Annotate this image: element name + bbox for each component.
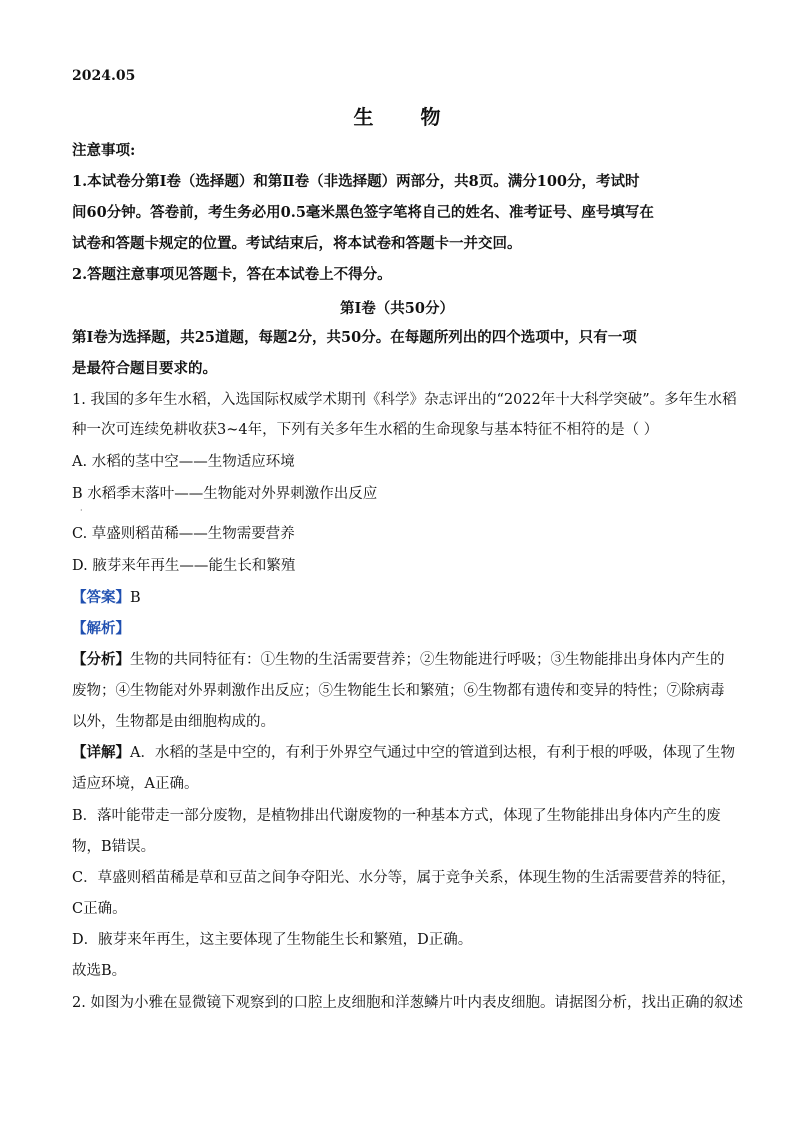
notice-item-1-line-3: 试卷和答题卡规定的位置。考试结束后，将本试卷和答题卡一并交回。: [72, 235, 522, 252]
notice-heading: 注意事项:: [72, 142, 136, 159]
xiangjie-line-2: 适应环境，A正确。: [72, 776, 199, 792]
page-title: 生 物: [353, 105, 461, 129]
question-1-option-a: A. 水稻的茎中空——生物适应环境: [72, 454, 295, 470]
question-1-stem-line-1: 1. 我国的多年生水稻，入选国际权威学术期刊《科学》杂志评出的“2022年十大科学突破”。多年生水稻: [72, 392, 737, 408]
answer-tag: 【答案】: [72, 589, 130, 606]
question-1-stem-line-2: 种一次可连续免耕收获3~4年，下列有关多年生水稻的生命现象与基本特征不相符的是（ ）: [72, 422, 659, 438]
notice-item-1-line-1: 1.本试卷分第Ⅰ卷（选择题）和第Ⅱ卷（非选择题）两部分，共8页。满分100分，考试时: [72, 173, 640, 190]
jiexi-line: [72, 619, 722, 639]
fenxi-tag: 【分析】: [72, 651, 130, 668]
fenxi-line-1: [72, 650, 725, 670]
section-intro-line-1: 第Ⅰ卷为选择题，共25道题，每题2分，共50分。在每题所列出的四个选项中，只有一项: [72, 329, 637, 346]
fenxi-line-3: 以外，生物都是由细胞构成的。: [72, 714, 275, 730]
explain-c-line-2: C正确。: [72, 901, 127, 917]
exam-date: 2024.05: [72, 68, 136, 84]
fenxi-line-2: 废物；④生物能对外界刺激作出反应；⑤生物能生长和繁殖；⑥生物都有遗传和变异的特性；⑦除病毒: [72, 683, 725, 699]
conclusion: 故选B。: [72, 963, 127, 979]
question-1-option-b: B 水稻季末落叶——生物能对外界刺激作出反应: [72, 486, 378, 502]
fenxi-text-1: 生物的共同特征有：①生物的生活需要营养；②生物能进行呼吸；③生物能排出身体内产生的: [130, 652, 725, 668]
question-2-stem-line-1: 2. 如图为小雅在显微镜下观察到的口腔上皮细胞和洋葱鳞片叶内表皮细胞。请据图分析，找出正确的叙述: [72, 995, 743, 1011]
answer-value: B: [130, 590, 141, 606]
explain-d-line-1: D．腋芽来年再生，这主要体现了生物能生长和繁殖，D正确。: [72, 932, 473, 948]
question-1-option-c: C. 草盛则稻苗稀——生物需要营养: [72, 526, 295, 542]
section-title: 第Ⅰ卷（共50分）: [340, 300, 454, 317]
jiexi-tag: 【解析】: [72, 620, 130, 637]
notice-item-1-line-2: 间60分钟。答卷前，考生务必用0.5毫米黑色签字笔将自己的姓名、准考证号、座号填写在: [72, 204, 654, 221]
answer-line: [72, 588, 722, 608]
notice-item-2: 2.答题注意事项见答题卡，答在本试卷上不得分。: [72, 266, 392, 283]
xiangjie-tag: 【详解】: [72, 744, 130, 761]
explain-c-line-1: C．草盛则稻苗稀是草和豆苗之间争夺阳光、水分等，属于竞争关系，体现生物的生活需要营养的特征，: [72, 870, 736, 886]
section-intro-line-2: 是最符合题目要求的。: [72, 360, 217, 377]
stray-dot: ·: [80, 506, 83, 515]
xiangjie-text-1: A．水稻的茎是中空的，有利于外界空气通过中空的管道到达根，有利于根的呼吸，体现了生物: [130, 745, 735, 761]
question-1-option-d: D. 腋芽来年再生——能生长和繁殖: [72, 558, 296, 574]
xiangjie-line-1: [72, 743, 735, 763]
explain-b-line-1: B．落叶能带走一部分废物，是植物排出代谢废物的一种基本方式，体现了生物能排出身体内产生的废: [72, 808, 721, 824]
explain-b-line-2: 物，B错误。: [72, 839, 156, 855]
